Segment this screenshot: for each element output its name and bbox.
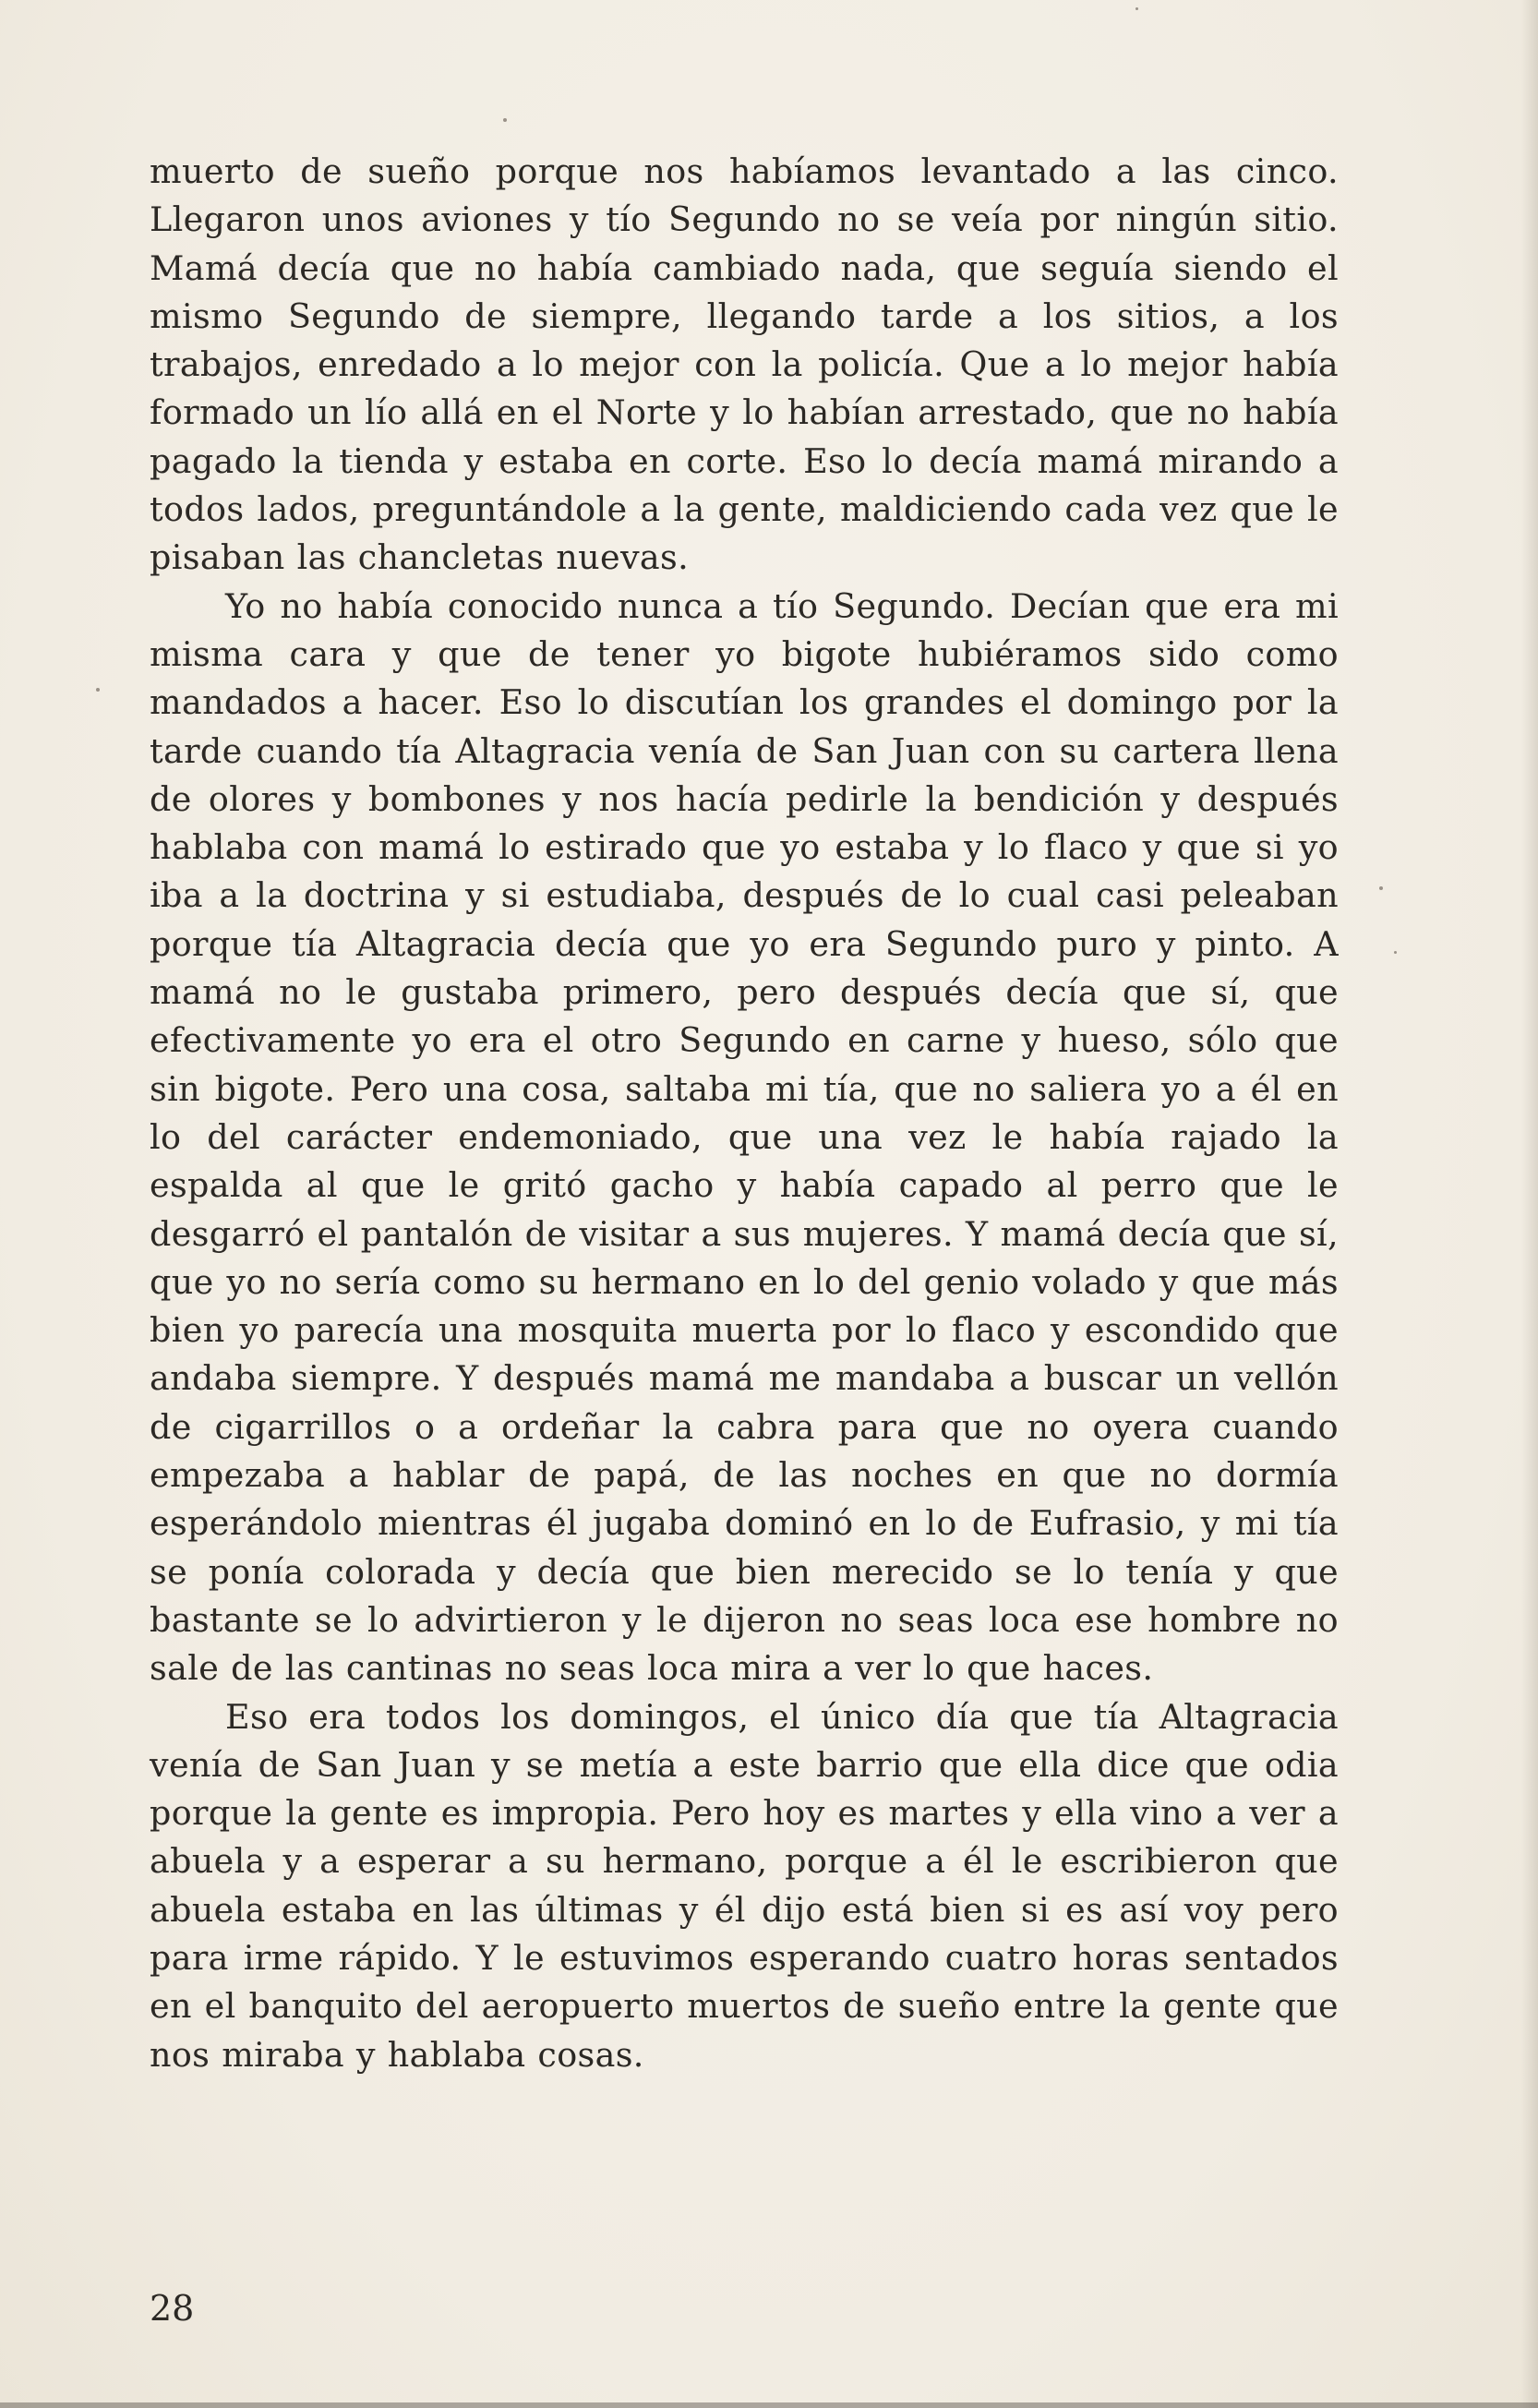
scan-bottom-edge — [0, 2402, 1538, 2408]
body-text — [150, 148, 1339, 2079]
paper-speck — [1394, 951, 1397, 954]
paragraph-3: Eso era todos los domingos, el único día que tía Altagracia venía de San Juan y se metía a este barrio que ella dice que odia porque la gente es impropia. Pero hoy es martes y ella vino a ver a abuela y a esperar a su hermano, porque a él le escribieron que abuela estaba en las últimas y él dijo está bien si es así voy pero para irme rápido. Y le estuvimos esperando cuatro horas sentados en el banquito del aeropuerto muertos de sueño entre la gente que nos miraba y hablaba cosas. — [150, 1696, 1339, 2075]
paper-speck — [1379, 886, 1383, 890]
paper-speck — [96, 688, 100, 692]
paper-speck — [1135, 7, 1138, 10]
paper-speck — [503, 118, 507, 122]
page-number: 28 — [150, 2288, 195, 2329]
page-edge-shadow — [1521, 0, 1538, 2408]
paragraph-2: Yo no había conocido nunca a tío Segundo. Decían que era mi misma cara y que de tener yo bigote hubiéramos sido como mandados a hacer. Eso lo discutían los grandes el domingo por la tarde cuando tía Altagracia venía de San Juan con su cartera llena de olores y bombones y nos hacía pedirle la bendición y después hablaba con mamá lo estirado que yo estaba y lo flaco y que si yo iba a la doctrina y si estudiaba, después de lo cual casi peleaban porque tía Altagracia decía que yo era Segundo puro y pinto. A mamá no le gustaba primero, pero después decía que sí, que efectivamente yo era el otro Segundo en carne y hueso, sólo que sin bigote. Pero una cosa, saltaba mi tía, que no saliera yo a él en lo del carácter endemoniado, que una vez le había rajado la espalda al que le gritó gacho y había capado al perro que le desgarró el pantalón de visitar a sus mujeres. Y mamá decía que sí, que yo no sería como su hermano en lo del genio volado y que más bien yo parecía una mosquita muerta por lo flaco y escondido que andaba siempre. Y después mamá me mandaba a buscar un vellón de cigarrillos o a ordeñar la cabra para que no oyera cuando empezaba a hablar de papá, de las noches en que no dormía esperándolo mientras él jugaba dominó en lo de Eufrasio, y mi tía se ponía colorada y decía que bien merecido se lo tenía y que bastante se lo advirtieron y le dijeron no seas loca ese hombre no sale de las cantinas no seas loca mira a ver lo que haces. — [150, 585, 1339, 1689]
paragraph-1: muerto de sueño porque nos habíamos levantado a las cinco. Llegaron unos aviones y tío Segundo no se veía por ningún sitio. Mamá decía que no había cambiado nada, que seguía siendo el mismo Segundo de siempre, llegando tarde a los sitios, a los trabajos, enredado a lo mejor con la policía. Que a lo mejor había formado un lío allá en el Norte y lo habían arrestado, que no había pagado la tienda y estaba en corte. Eso lo decía mamá mirando a todos lados, preguntándole a la gente, maldiciendo cada vez que le pisaban las chancletas nuevas. — [150, 151, 1339, 578]
